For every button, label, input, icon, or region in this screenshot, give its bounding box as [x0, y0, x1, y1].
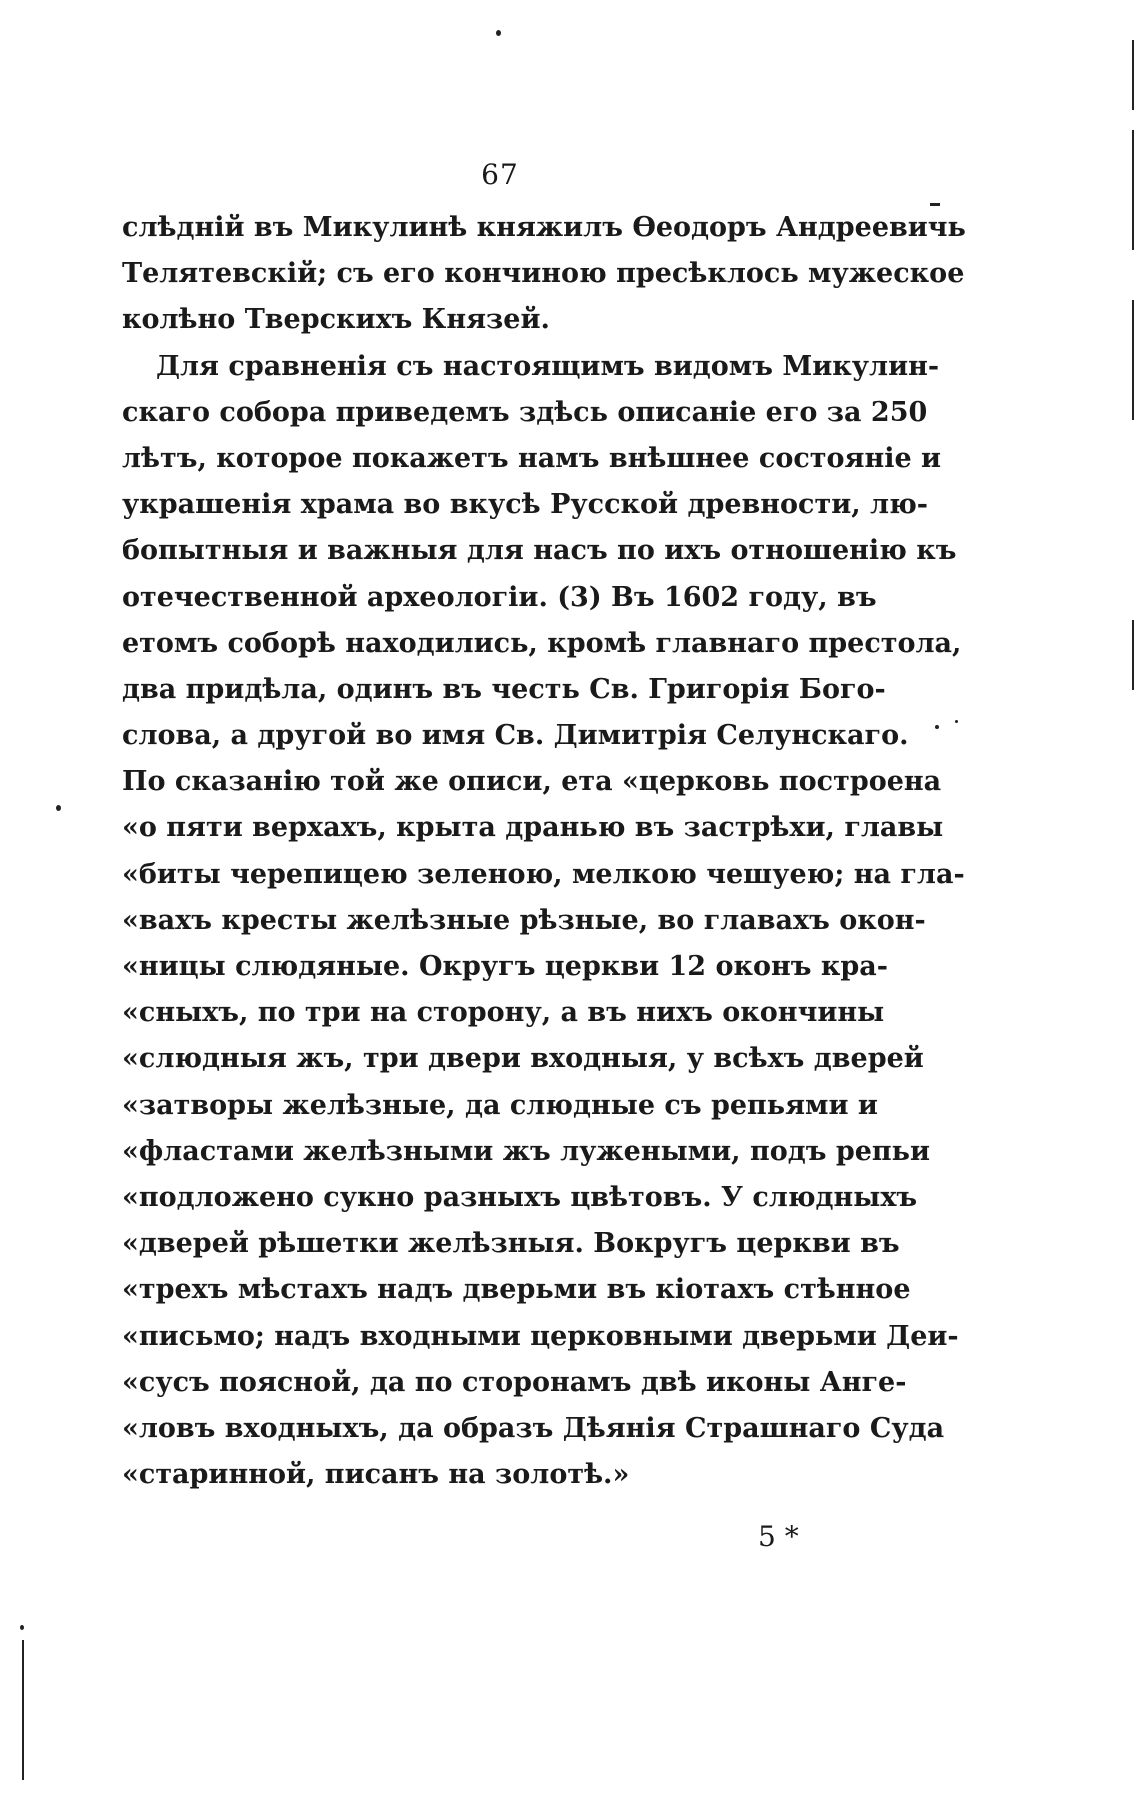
- scan-edge-line: [1132, 300, 1134, 420]
- text-line: «вахъ кресты желѣзные рѣзные, во главахъ окон-: [122, 904, 926, 936]
- text-line: украшенія храма во вкусѣ Русской древности, лю-: [122, 489, 928, 521]
- scan-edge-line: [1132, 620, 1134, 690]
- text-line: отечественной археологіи. (3) Въ 1602 году, въ: [122, 581, 877, 613]
- signature-mark: 5 *: [758, 1520, 799, 1553]
- text-line: «подложено сукно разныхъ цвѣтовъ. У слюдныхъ: [122, 1181, 918, 1213]
- text-line: етомъ соборѣ находились, кромѣ главнаго престола,: [122, 627, 962, 659]
- text-line: «старинной, писанъ на золотѣ.»: [122, 1459, 630, 1491]
- text-line: два придѣла, одинъ въ честь Св. Григорія Бого-: [122, 673, 886, 705]
- text-line: Для сравненія съ настоящимъ видомъ Микулин-: [156, 350, 940, 382]
- text-line: лѣтъ, которое покажетъ намъ внѣшнее состояніе и: [122, 442, 942, 474]
- text-line: слова, а другой во имя Св. Димитрія Селунскаго.: [122, 720, 909, 752]
- text-line: слѣдній въ Микулинѣ княжилъ Ѳеодоръ Андреевичь: [122, 212, 966, 243]
- text-line: «письмо; надъ входными церковными дверьми Деи-: [122, 1320, 959, 1352]
- scan-edge-line: [1132, 40, 1134, 110]
- text-line: «сусъ поясной, да по сторонамъ двѣ иконы Анге-: [122, 1366, 907, 1398]
- text-line: «слюдныя жъ, три двери входныя, у всѣхъ дверей: [122, 1043, 924, 1075]
- scan-speck: [20, 1625, 24, 1630]
- text-line: «трехъ мѣстахъ надъ дверьми въ кіотахъ стѣнное: [122, 1274, 911, 1306]
- text-line: «сныхъ, по три на сторону, а въ нихъ окончины: [122, 997, 885, 1029]
- scan-speck: [935, 725, 939, 729]
- scan-speck: [56, 805, 61, 811]
- scan-mark: [930, 203, 940, 206]
- text-line: «затворы желѣзные, да слюдные съ репьями и: [122, 1089, 878, 1121]
- text-line: скаго собора приведемъ здѣсь описаніе его за 250: [122, 396, 928, 428]
- scan-speck: [955, 720, 958, 723]
- scan-edge-line: [1132, 130, 1134, 250]
- text-line: «ницы слюдяные. Округъ церкви 12 оконъ кра-: [122, 951, 888, 982]
- paragraph: [122, 205, 966, 344]
- paragraph: [122, 344, 965, 1499]
- text-line: «дверей рѣшетки желѣзныя. Вокругъ церкви въ: [122, 1228, 900, 1260]
- text-line: Телятевскій; съ его кончиною пресѣклось мужеское: [122, 258, 965, 290]
- text-line: «биты черепицею зеленою, мелкою чешуею; на гла-: [122, 858, 965, 890]
- scan-speck: [496, 30, 501, 36]
- text-line: По сказанію той же описи, ета «церковь построена: [122, 766, 942, 798]
- body-text: [122, 205, 966, 1498]
- page-number: 67: [481, 158, 519, 191]
- text-line: «о пяти верхахъ, крыта дранью въ застрѣхи, главы: [122, 812, 944, 844]
- scan-edge-line: [22, 1640, 24, 1780]
- text-line: колѣно Тверскихъ Князей.: [122, 304, 550, 336]
- text-line: бопытныя и важныя для насъ по ихъ отношенію къ: [122, 535, 957, 567]
- text-line: «ловъ входныхъ, да образъ Дѣянія Страшнаго Суда: [122, 1412, 945, 1444]
- text-line: «фластами желѣзными жъ лужеными, подъ репьи: [122, 1135, 930, 1167]
